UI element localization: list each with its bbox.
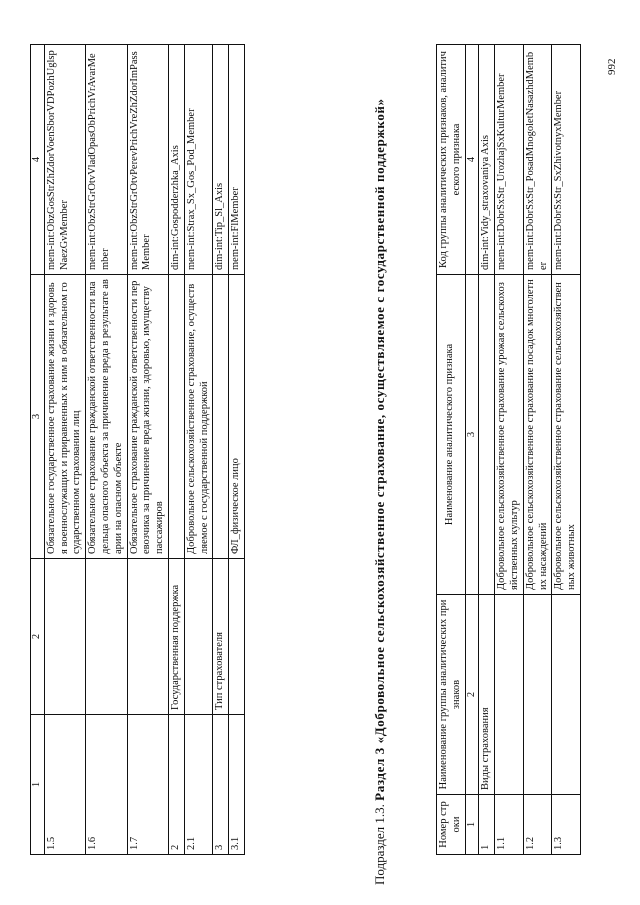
table-row <box>168 45 184 855</box>
feature-code-cell: mem-int:DobrSxStr_PosadMnogoletNasazhdMember <box>523 45 552 275</box>
feature-name-cell: Добровольное сельскохозяйственное страхование посадок многолетних насаждений <box>523 275 552 595</box>
feature-name-cell: Добровольное сельскохозяйственное страхование сельскохозяйственных животных <box>552 275 581 595</box>
group-name-cell <box>44 559 85 715</box>
group-name-cell: Тип страхователя <box>213 559 229 715</box>
row-number-cell: 1.5 <box>44 715 85 855</box>
row-number-cell: 3 <box>213 715 229 855</box>
table-row <box>229 45 245 855</box>
table-row <box>495 45 524 855</box>
column-number-row <box>31 45 45 855</box>
group-name-cell: Виды страхования <box>479 595 495 795</box>
row-number-cell: 1.3 <box>552 795 581 855</box>
feature-code-cell: mem-int:Strax_Sx_Gos_Pod_Member <box>184 45 213 275</box>
feature-name-cell <box>213 275 229 559</box>
feature-name-cell: Добровольное сельскохозяйственное страхование, осуществляемое с государственной поддержкой <box>184 275 213 559</box>
section-title: Раздел 3 «Добровольное сельскохозяйственное страхование, осуществляемое с государственной поддержкой» <box>372 98 387 801</box>
col-number: 3 <box>465 275 479 595</box>
col-number: 2 <box>465 595 479 795</box>
row-number-cell: 1.7 <box>127 715 168 855</box>
group-name-cell: Государственная поддержка <box>168 559 184 715</box>
feature-code-cell: dim-int:Vidy_straxovaniya Axis <box>479 45 495 275</box>
feature-name-cell: Обязательное государственное страхование жизни и здоровья военнослужащих и приравненных к ним в обязательном государственном страховании лиц <box>44 275 85 559</box>
feature-name-cell: ФЛ_физическое лицо <box>229 275 245 559</box>
header-cell: Код группы аналитических признаков, аналитического признака <box>437 45 466 275</box>
col-number: 1 <box>465 795 479 855</box>
feature-code-cell: mem-int:DobrSxStr_SxZhivotnyxMember <box>552 45 581 275</box>
feature-code-cell: mem-int:ObzGosStrZhZdorVoenSborVDPozhUglspNaezGvMember <box>44 45 85 275</box>
feature-name-cell <box>479 275 495 595</box>
feature-code-cell: dim-int:Gospodderzhka_Axis <box>168 45 184 275</box>
column-number-row <box>465 45 479 855</box>
row-number-cell: 1 <box>479 795 495 855</box>
table-row <box>86 45 127 855</box>
group-name-cell <box>552 595 581 795</box>
table-row <box>213 45 229 855</box>
group-name-cell <box>523 595 552 795</box>
header-cell: Номер строки <box>437 795 466 855</box>
col-number: 1 <box>31 715 45 855</box>
group-name-cell <box>229 559 245 715</box>
group-name-cell <box>86 559 127 715</box>
feature-code-cell: mem-int:ObzStrGrOtvPerevPrichVreZhZdorImPassMember <box>127 45 168 275</box>
group-name-cell <box>184 559 213 715</box>
feature-name-cell: Обязательное страхование гражданской ответственности перевозчика за причинение вреда жизни, здоровью, имуществу пассажиров <box>127 275 168 559</box>
row-number-cell: 2.1 <box>184 715 213 855</box>
header-row <box>437 45 466 855</box>
table-row <box>127 45 168 855</box>
analytics-table-continued <box>30 44 245 855</box>
row-number-cell: 1.2 <box>523 795 552 855</box>
feature-code-cell: mem-int:FlMember <box>229 45 245 275</box>
table2-body <box>437 45 581 855</box>
rotated-page <box>30 25 618 885</box>
col-number: 4 <box>31 45 45 275</box>
feature-name-cell: Обязательное страхование гражданской ответственности владельца опасного объекта за причинение вреда в результате аварии на опасном объекте <box>86 275 127 559</box>
feature-name-cell: Добровольное сельскохозяйственное страхование урожая сельскохозяйственных культур <box>495 275 524 595</box>
feature-code-cell: dim-int:Tip_Sl_Axis <box>213 45 229 275</box>
row-number-cell: 1.1 <box>495 795 524 855</box>
group-name-cell <box>495 595 524 795</box>
section-prefix: Подраздел 1.3. <box>372 804 387 885</box>
row-number-cell: 3.1 <box>229 715 245 855</box>
col-number: 2 <box>31 559 45 715</box>
row-number-cell: 1.6 <box>86 715 127 855</box>
section-heading <box>370 25 390 885</box>
table-row <box>184 45 213 855</box>
col-number: 4 <box>465 45 479 275</box>
table-row <box>523 45 552 855</box>
page-number: 992 <box>606 58 618 75</box>
analytics-table <box>436 44 581 855</box>
group-name-cell <box>127 559 168 715</box>
feature-code-cell: mem-int:ObzStrGrOtvVladOpasObPrichVrAvarMember <box>86 45 127 275</box>
table-row <box>552 45 581 855</box>
header-cell: Наименование аналитического признака <box>437 275 466 595</box>
table1-body <box>31 45 245 855</box>
table-row <box>44 45 85 855</box>
row-number-cell: 2 <box>168 715 184 855</box>
feature-code-cell: mem-int:DobrSxStr_UrozhajSxKulturMember <box>495 45 524 275</box>
table-row <box>479 45 495 855</box>
header-cell: Наименование группы аналитических признаков <box>437 595 466 795</box>
feature-name-cell <box>168 275 184 559</box>
col-number: 3 <box>31 275 45 559</box>
